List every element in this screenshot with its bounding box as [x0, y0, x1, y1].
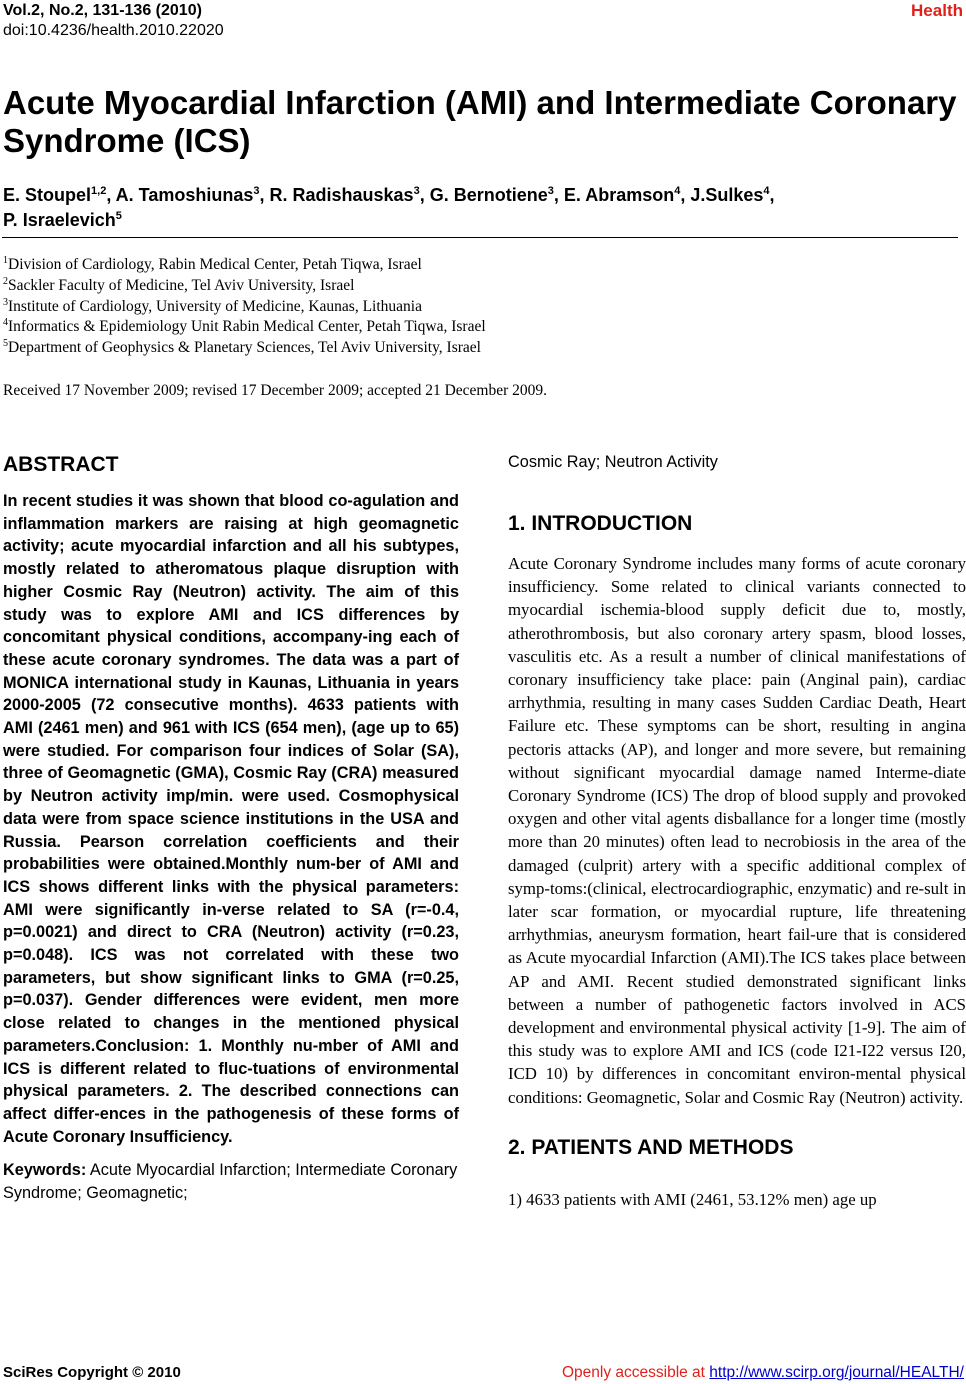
copyright: SciRes Copyright © 2010 — [3, 1364, 181, 1381]
affiliation: $^1$Division of Cardiology, Rabin Medical Center, Petah Tiqwa, Israel — [3, 254, 422, 273]
journal-header — [3, 1, 224, 41]
affiliation: $^2$Sackler Faculty of Medicine, Tel Aviv University, Israel — [3, 275, 355, 294]
open-access-note: Openly accessible at http://www.scirp.org/journal/HEALTH/ — [561, 1364, 964, 1381]
author: R. Radishauskas$^3$ — [269, 185, 420, 205]
author: J.Sulkes$^4$ — [690, 185, 770, 205]
header-divider — [2, 237, 958, 238]
received-dates: Received 17 November 2009; revised 17 December 2009; accepted 21 December 2009. — [3, 382, 548, 399]
doi: doi:10.4236/health.2010.22020 — [3, 22, 224, 39]
author: A. Tamoshiunas$^3$ — [115, 185, 260, 205]
affiliation: $^4$Informatics & Epidemiology Unit Rabin Medical Center, Petah Tiqwa, Israel — [3, 317, 486, 336]
author: G. Bernotiene$^3$ — [429, 185, 554, 205]
paper-title: Acute Myocardial Infarction (AMI) and Intermediate Coronary Syndrome (ICS) — [3, 84, 957, 159]
volume-info: Vol.2, No.2, 131-136 (2010) — [3, 2, 202, 19]
left-column — [3, 448, 459, 1205]
introduction-heading: 1. INTRODUCTION — [508, 512, 693, 535]
affiliation: $^5$Department of Geophysics & Planetary Sciences, Tel Aviv University, Israel — [3, 338, 481, 357]
methods-heading: 2. PATIENTS AND METHODS — [508, 1135, 794, 1159]
abstract-heading: ABSTRACT — [3, 453, 119, 476]
abstract-text: In recent studies it was shown that blood co-agulation and inflammation markers are raising at high geomagnetic activity; acute myocardial infarction and all his subtypes, mostly related to atheromatous plaque disruption with higher Cosmic Ray (Neutron) activity. The aim of this study was to explore AMI and ICS differences by concomitant physical conditions, accompany-ing each of these acute coronary syndromes. The data was a part of MONICA international study in Kaunas, Lithuania in years 2000-2005 (72 consecutive months). 4633 patients with AMI (2461 men) and 961 with ICS (654 men), (age up to 65) were studied. For comparison four indices of Solar (SA), three of Geomagnetic (GMA), Cosmic Ray (CRA) measured by Neutron activity imp/min. were used. Cosmophysical data were from space science institutions in the USA and Russia. Pearson correlation coefficients and their probabilities were obtained.Monthly num-ber of AMI and ICS shows different links with the physical parameters: AMI were significantly in-verse related to SA (r=-0.4, p=0.0021) and direct to CRA (Neutron) activity (r=0.23, p=0.048). ICS was not correlated with these two parameters, but show significant links to GMA (r=0.25, p=0.037). Gender differences were evident, men more close related to changes in the mentioned physical parameters.Conclusion: 1. Monthly nu-mber of AMI and ICS is different related to fluc-tuations of environmental physical parameters. 2. The described connections can affect differ-ences in the pathogenesis of these forms of Acute Coronary Insufficiency. — [3, 492, 459, 1146]
author: E. Abramson$^4$ — [563, 185, 681, 205]
author: P. Israelevich$^5$ — [3, 210, 122, 230]
keywords-label: Keywords: — [3, 1161, 87, 1180]
journal-name: Health — [911, 1, 963, 20]
affiliation-list — [3, 255, 486, 359]
methods-text: 1) 4633 patients with AMI (2461, 53.12% men) age up — [508, 1189, 877, 1209]
author-list: E. Stoupel$^{1,2}$, A. Tamoshiunas$^3$, R. Radishauskas$^3$, G. Bernotiene$^3$, E. Abramson$^4$, J.Sulkes$^4$, P. Israelevich$^5$ — [3, 185, 775, 230]
right-column — [508, 449, 966, 1211]
affiliation: $^3$Institute of Cardiology, University of Medicine, Kaunas, Lithuania — [3, 296, 422, 315]
introduction-text: Acute Coronary Syndrome includes many forms of acute coronary insufficiency. Some related to clinical variants connected to myocardial ischemia-blood supply deficit due to, mostly, atherothrombosis, but also coronary artery spasm, blood losses, vasculitis etc. As a result a number of clinical manifestations of coronary insufficiency take place: pain (Anginal pain), cardiac arrhythmia, resulting in many cases Sudden Cardiac Death, Heart Failure etc. These symptoms can be short, resulting in angina pectoris attacks (AP), and longer and more severe, but remaining without significant myocardial damage named Interme-diate Coronary Syndrome (ICS) The drop of blood supply and provoked oxygen and other vital agents disballance for a longer time (mostly more than 20 minutes) often lead to necrobiosis in the area of the damaged (culprit) artery with a specific additional complex of symp-toms:(clinical, electrocardiographic, enzymatic) and re-sult in later scar formation, or myocardial rupture, life threatening arrhythmias, aneurysm formation, heart fail-ure that is considered as Acute myocardial Infarction (AMI).The ICS takes place between AP and AMI. Recent studied demonstrated significant links between a number of pathogenetic factors involved in ACS development and environmental physical activity [1-9]. The aim of this study was to explore AMI and ICS (code I21-I22 versus I20, ICD 10) by differences in concomitant environ-mental physical conditions: Geomagnetic, Solar and Cosmic Ray (Neutron) activity. — [508, 554, 966, 1107]
journal-link[interactable]: http://www.scirp.org/journal/HEALTH/ — [709, 1364, 964, 1381]
keywords — [3, 1159, 459, 1204]
keywords-text: Acute Myocardial Infarction; Intermediate Coronary Syndrome; Geomagnetic; — [3, 1161, 458, 1203]
keywords-continued: Cosmic Ray; Neutron Activity — [508, 453, 718, 471]
author: E. Stoupel$^{1,2}$ — [3, 185, 107, 205]
